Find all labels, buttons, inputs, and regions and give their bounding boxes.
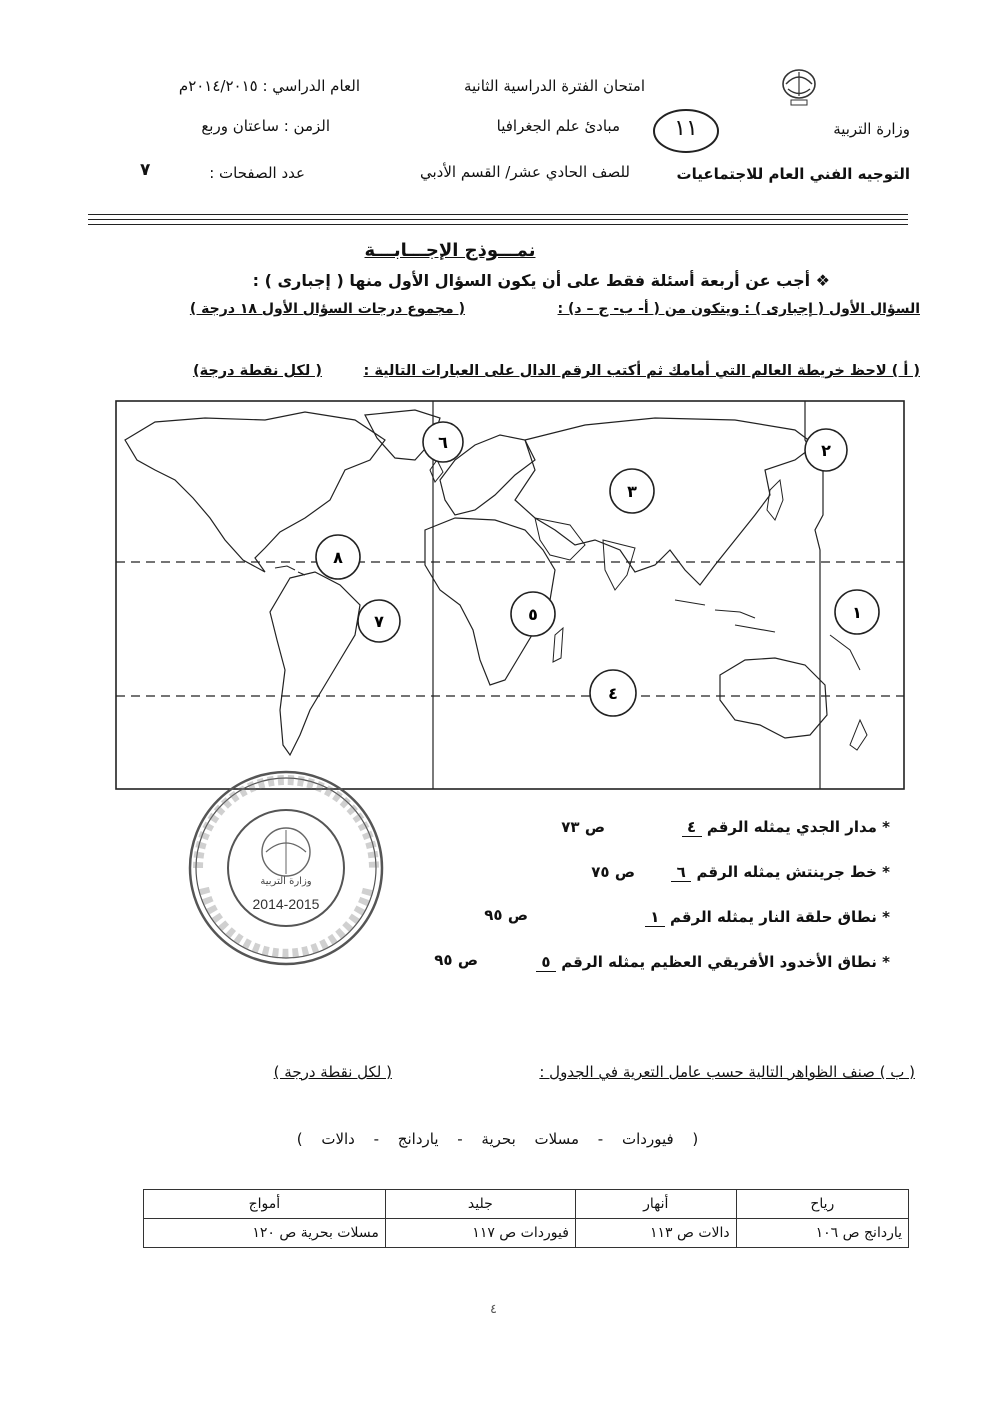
svg-text:٣: ٣ xyxy=(627,482,637,501)
map-label-5 xyxy=(511,592,555,636)
svg-text:٥: ٥ xyxy=(528,605,538,624)
table-cell: دالات ص ١١٣ xyxy=(575,1219,736,1248)
answer-value: ٥ xyxy=(536,953,556,972)
table-header-row xyxy=(144,1190,909,1219)
question-one-total: ( مجموع درجات السؤال الأول ١٨ درجة ) xyxy=(189,301,465,317)
map-label-2 xyxy=(805,429,847,471)
statement-greenwich: * خط جرينتش يمثله الرقم ٦ xyxy=(560,863,890,882)
classification-table xyxy=(143,1189,909,1248)
header-divider xyxy=(88,214,908,215)
part-b-instruction: ( ب ) صنف الظواهر التالية حسب عامل التعرية في الجدول : xyxy=(539,1063,915,1081)
stamp-inner-text: وزارة التربية xyxy=(260,876,312,887)
svg-text:٧: ٧ xyxy=(374,612,384,631)
table-header-cell: أمواج xyxy=(144,1190,386,1219)
question-one-intro: السؤال الأول ( إجبارى ) : ويتكون من ( أ- ب- ج – د) : xyxy=(557,301,920,317)
header-divider xyxy=(88,224,908,225)
subject-name: مبادئ علم الجغرافيا xyxy=(496,117,620,135)
table-cell: ياردانج ص ١٠٦ xyxy=(736,1219,908,1248)
exam-title: امتحان الفترة الدراسية الثانية xyxy=(463,77,645,95)
map-label-7 xyxy=(358,600,400,642)
statement-page-ref: ص ٩٥ xyxy=(484,906,528,924)
ministry-logo xyxy=(778,62,820,108)
part-b-items: ( فيوردات - مسلات بحرية - ياردانج - دالات ) xyxy=(296,1130,699,1148)
table-row xyxy=(144,1219,909,1248)
part-a-instruction: ( أ ) لاحظ خريطة العالم التي أمامك ثم أكتب الرقم الدال على العبارات التالية : xyxy=(363,363,920,379)
answer-value: ١ xyxy=(645,908,665,927)
grade-name: للصف الحادي عشر/ القسم الأدبي xyxy=(420,163,630,181)
part-b-grade: ( لكل نقطة درجة ) xyxy=(273,1063,392,1081)
exam-time: الزمن : ساعتان وربع xyxy=(201,117,330,135)
svg-text:١: ١ xyxy=(852,603,862,622)
statement-ring-of-fire: * نطاق حلقة النار يمثله الرقم ١ xyxy=(540,908,890,927)
map-label-8 xyxy=(316,535,360,579)
table-header-cell: أنهار xyxy=(575,1190,736,1219)
map-label-3 xyxy=(610,469,654,513)
svg-text:٤: ٤ xyxy=(608,684,618,703)
table-cell: مسلات بحرية ص ١٢٠ xyxy=(144,1219,386,1248)
answer-model-title: نمـــوذج الإجـــابـــة xyxy=(364,240,536,261)
pages-value: ٧ xyxy=(140,160,151,180)
pages-label: عدد الصفحات : xyxy=(209,164,305,182)
answer-value: ٦ xyxy=(671,863,691,882)
department-name: التوجيه الفني العام للاجتماعيات xyxy=(676,165,910,183)
part-a-grade: ( لكل نقطة درجة) xyxy=(192,363,322,379)
table-header-cell: رياح xyxy=(736,1190,908,1219)
svg-text:٢: ٢ xyxy=(821,441,831,460)
map-label-4 xyxy=(590,670,636,716)
stamp-year: 2014-2015 xyxy=(252,896,320,912)
svg-text:٨: ٨ xyxy=(333,548,343,567)
ministry-name: وزارة التربية xyxy=(833,120,910,138)
statement-tropic-capricorn: * مدار الجدي يمثله الرقم ٤ xyxy=(560,818,890,837)
academic-year: العام الدراسي : ٢٠١٤/٢٠١٥م xyxy=(178,77,360,95)
header-divider xyxy=(88,219,908,220)
page-number: ٤ xyxy=(490,1302,497,1317)
statement-page-ref: ص ٧٥ xyxy=(591,863,635,881)
map-label-6 xyxy=(423,422,463,462)
map-label-1 xyxy=(835,590,879,634)
svg-text:٦: ٦ xyxy=(438,433,448,452)
answer-value: ٤ xyxy=(682,818,702,837)
official-stamp xyxy=(186,768,386,968)
world-map xyxy=(115,400,905,790)
statement-rift-valley: * نطاق الأخدود الأفريقي العظيم يمثله الرقم ٥ xyxy=(500,953,890,972)
statement-page-ref: ص ٧٣ xyxy=(561,818,605,836)
table-header-cell: جليد xyxy=(385,1190,575,1219)
statement-page-ref: ص ٩٥ xyxy=(434,951,478,969)
handwritten-circle-mark: ١١ xyxy=(650,106,722,156)
table-cell: فيوردات ص ١١٧ xyxy=(385,1219,575,1248)
instruction-text: ❖ أجب عن أربعة أسئلة فقط على أن يكون السؤال الأول منها ( إجبارى ) : xyxy=(252,271,830,290)
